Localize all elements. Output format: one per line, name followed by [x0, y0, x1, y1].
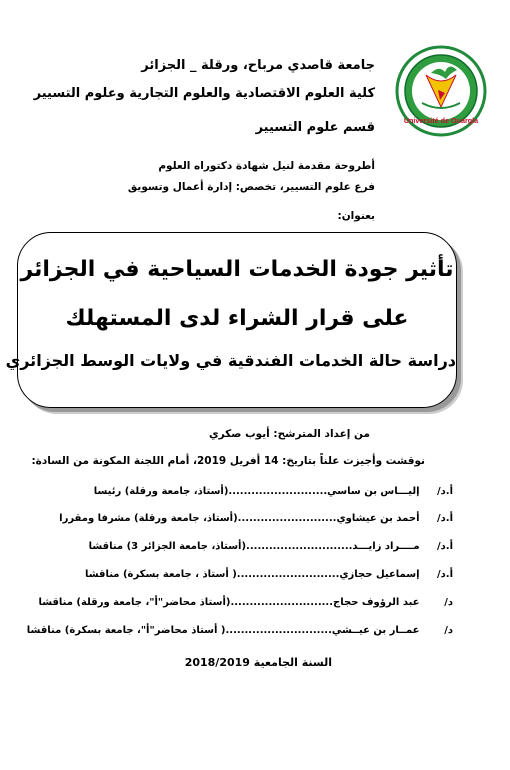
member-entry: مــــراد زايـــد............................(أستاذ، جامعة الجزائر 3) مناقشا: [88, 541, 420, 552]
member-entry: أحمد بن عيشاوي..........................(أستاذ، جامعة ورقلة) مشرفا ومقررا: [59, 513, 420, 524]
thesis-title-line-2: على قرار الشراء لدى المستهلك: [65, 306, 409, 331]
member-title: د/: [444, 597, 453, 608]
thesis-title-line-1: تأثير جودة الخدمات السياحية في الجزائر: [20, 257, 454, 282]
committee-member: [33, 486, 453, 497]
member-title: د/: [444, 625, 453, 636]
committee-member: [26, 625, 453, 636]
committee-member: [33, 569, 453, 580]
committee-member: [33, 513, 453, 524]
member-entry: إسماعيل حجازي...........................( أستاذ ، جامعة بسكرة) مناقشا: [84, 569, 420, 580]
thesis-branch: فرع علوم التسيير، تخصص: إدارة أعمال وتسويق: [127, 181, 375, 193]
member-entry: عمــار بن عيــشي............................( أستاذ محاضر"أ"، جامعة بسكرة) مناقشا: [26, 625, 420, 636]
member-title: أ.د/: [436, 513, 453, 524]
member-entry: إليـــاس بن ساسي..........................(أستاذ، جامعة ورقلة) رئيسا: [93, 486, 420, 497]
committee-member: [33, 597, 453, 608]
logo-text: Université de Ouargla: [403, 116, 479, 125]
member-title: أ.د/: [436, 569, 453, 580]
university-name: جامعة قاصدي مرباح، ورقلة _ الجزائر: [141, 58, 375, 73]
title-label: بعنوان:: [337, 210, 375, 222]
defense-statement: نوقشت وأجيزت علناً بتاريخ: 14 أفريل 2019، أمام اللجنة المكونة من السادة:: [31, 455, 425, 467]
academic-year: السنة الجامعية 2018/2019: [184, 656, 332, 669]
member-title: أ.د/: [436, 486, 453, 497]
faculty-name: كلية العلوم الاقتصادية والعلوم التجارية وعلوم التسيير: [33, 86, 375, 101]
thesis-type: أطروحة مقدمة لنيل شهادة دكتوراه العلوم: [158, 160, 375, 172]
member-title: أ.د/: [436, 541, 453, 552]
department-name: قسم علوم التسيير: [255, 120, 375, 135]
committee-member: [33, 541, 453, 552]
university-logo: [395, 45, 487, 137]
candidate-name: من إعداد المترشح: أيوب صكري: [209, 428, 370, 440]
thesis-subtitle: دراسة حالة الخدمات الفندقية في ولايات الوسط الجزائري: [5, 351, 456, 370]
member-entry: عبد الرؤوف حجاج...........................(أستاذ محاضر"أ"، جامعة ورقلة) مناقشا: [38, 597, 420, 608]
title-box: [5, 232, 457, 408]
